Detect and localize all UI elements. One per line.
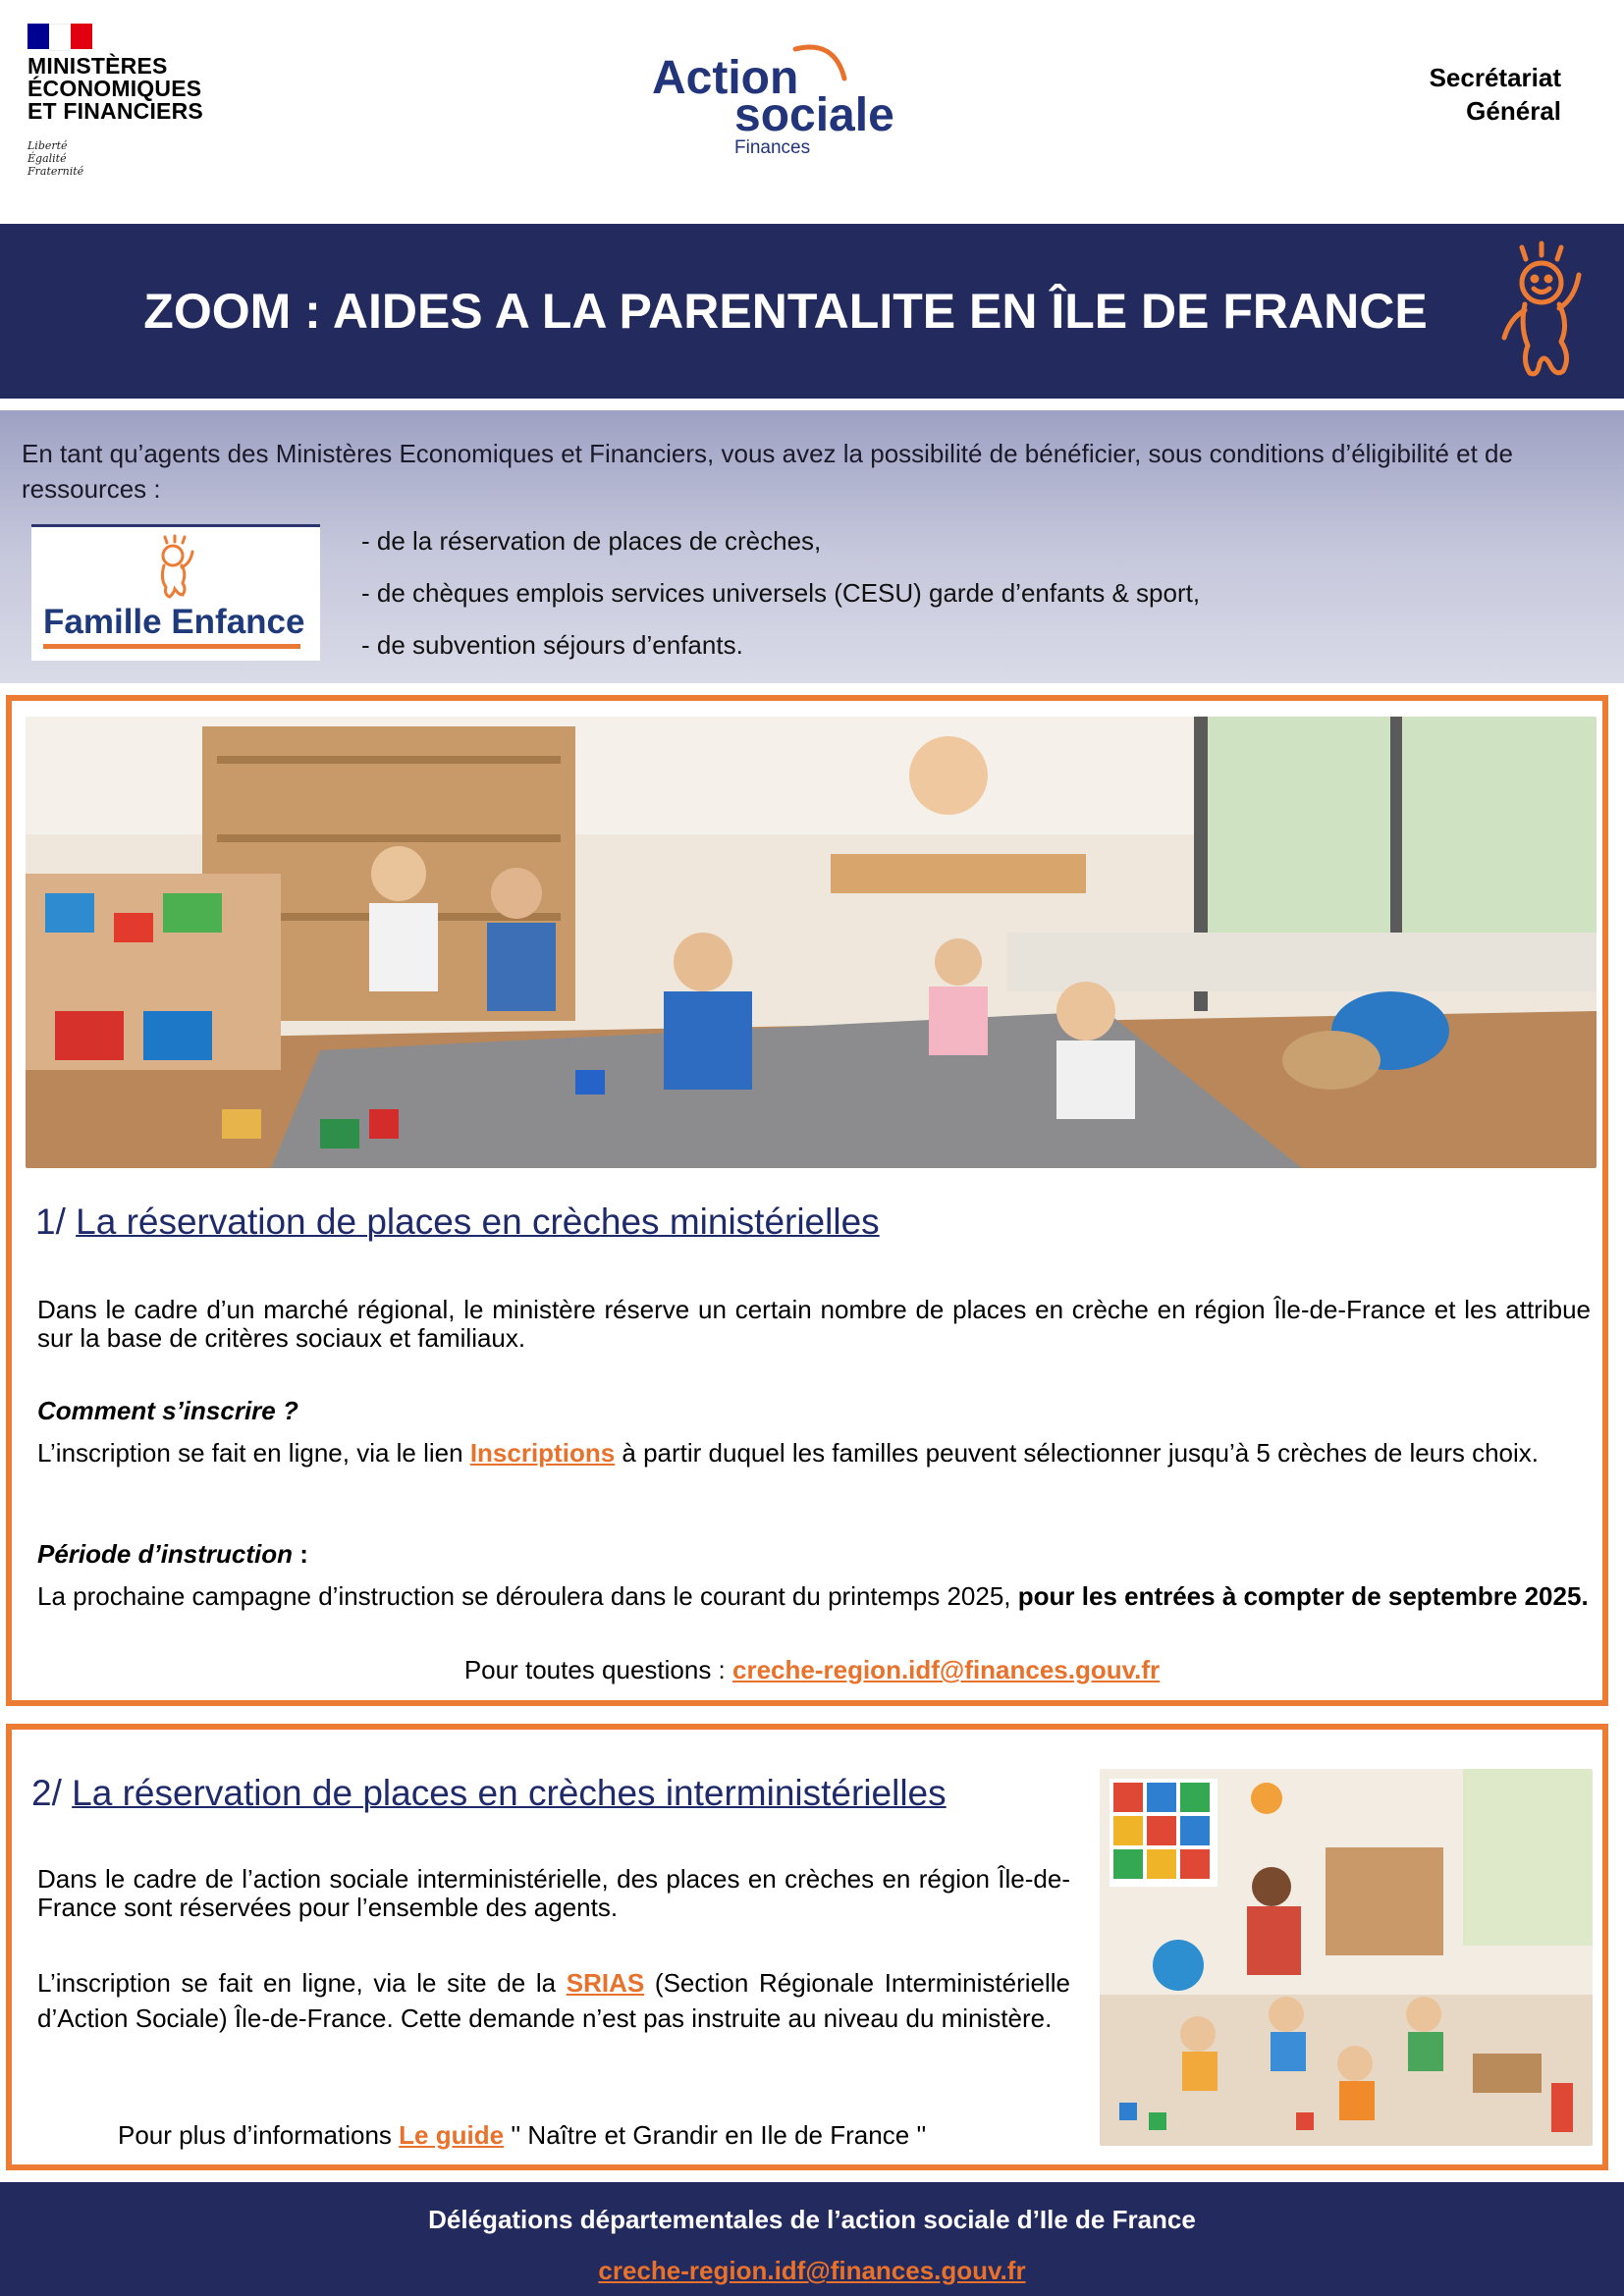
section1-title-link[interactable]: La réservation de places en crèches ministérielles [76,1201,880,1242]
secretariat-general: Secrétariat Général [1429,63,1561,126]
section2-paragraph: Dans le cadre de l’action sociale interministérielle, des places en crèches en région Île-de-France sont réservées pour l’ensemble des agents. [37,1864,1070,1922]
bullet-cesu: - de chèques emplois services universels (CESU) garde d’enfants & sport, [361,578,1201,608]
badge-underline [43,644,300,649]
children-playroom-illustration [1100,1769,1593,2146]
period-heading: Période d’instruction : [37,1539,308,1569]
french-flag-icon [27,24,92,49]
footer-title: Délégations départementales de l’action sociale d’Ile de France [428,2205,1196,2234]
famille-enfance-label: Famille Enfance [43,603,305,641]
section1-paragraph: Dans le cadre d’un marché régional, le ministère réserve un certain nombre de places en crèche en région Île-de-France et les attribue sur la base de critères sociaux et familiaux. [37,1295,1591,1353]
republic-motto: Liberté Égalité Fraternité [27,139,84,178]
srias-paragraph: L’inscription se fait en ligne, via le site de la SRIAS (Section Régionale Interministérielle d’Action Sociale) Île-de-France. Cette demande n’est pas instruite au niveau du ministère. [37,1968,1070,2033]
contact-line: Pour toutes questions : creche-region.idf@finances.gouv.fr [463,1655,1161,1684]
child-icon [145,534,198,599]
how-to-register-heading: Comment s’inscrire ? [37,1396,298,1425]
section2-title-link[interactable]: La réservation de places en crèches interministérielles [72,1773,947,1813]
guide-line: Pour plus d’informations Le guide '' Naître et Grandir en Ile de France '' [118,2120,927,2150]
intro-text: En tant qu’agents des Ministères Economiques et Financiers, vous avez la possibilité de bénéficier, sous conditions d’éligibilité et de ressources : [22,439,1513,504]
nursery-classroom-photo [26,717,1597,1168]
bullet-creches: - de la réservation de places de crèches, [361,526,822,556]
footer-email-link[interactable]: creche-region.idf@finances.gouv.fr [598,2256,1026,2285]
logo-sociale: sociale [734,89,894,141]
registration-paragraph: L’inscription se fait en ligne, via le lien Inscriptions à partir duquel les familles peuvent sélectionner jusqu’à 5 crèches de leurs choix. [37,1438,1540,1468]
happy-child-icon [1492,240,1591,387]
ministry-name: MINISTÈRES ÉCONOMIQUES ET FINANCIERS [27,53,203,124]
logo-finances: Finances [734,137,811,158]
page-title: ZOOM : AIDES A LA PARENTALITE EN ÎLE DE FRANCE [143,284,1428,339]
footer-email-line [0,2256,1624,2286]
section2-title: 2/ La réservation de places en crèches interministérielles [31,1773,947,1813]
guide-link[interactable]: Le guide [399,2120,505,2150]
section1-title: 1/ La réservation de places en crèches ministérielles [35,1201,880,1242]
srias-link[interactable]: SRIAS [566,1968,645,1998]
bullet-sejours: - de subvention séjours d’enfants. [361,630,743,660]
campaign-paragraph: La prochaine campagne d’instruction se déroulera dans le courant du printemps 2025, pour les entrées à compter de septembre 2025. [37,1581,1589,1611]
inscriptions-link[interactable]: Inscriptions [469,1438,616,1468]
logo-action: Action [652,52,799,104]
contact-email-link[interactable]: creche-region.idf@finances.gouv.fr [732,1655,1161,1684]
